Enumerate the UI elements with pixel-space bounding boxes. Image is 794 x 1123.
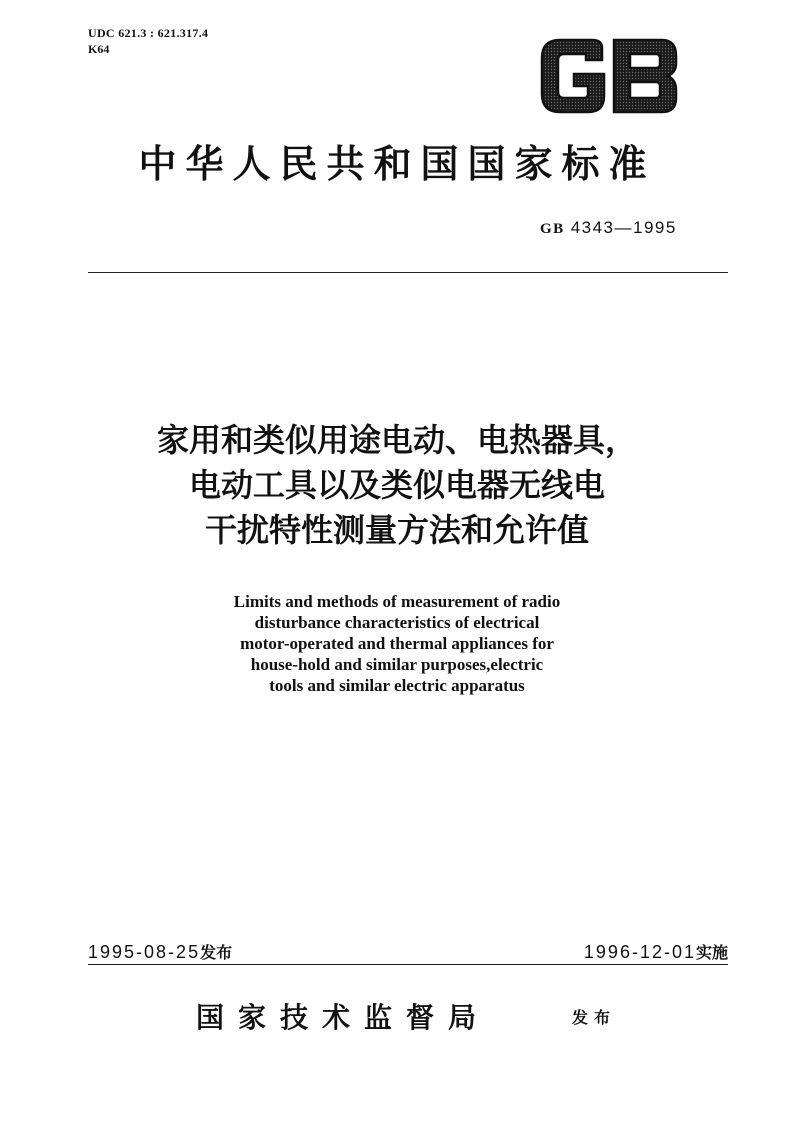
issue-date-suffix: 发布 [200,943,233,962]
issuer-action: 发布 [572,1008,617,1027]
standard-code-number: 4343—1995 [570,218,677,237]
issue-date [88,940,232,965]
chinese-title-line: 干扰特性测量方法和允许值 [204,511,589,549]
issuing-authority: 国家技术监督局 [196,1001,491,1034]
effective-date-suffix: 实施 [695,943,728,962]
gb-logo [538,38,680,114]
issue-date-value: 1995-08-25 [88,942,201,962]
english-title-line: house-hold and similar purposes,electric [250,655,544,674]
header-divider [88,272,728,273]
standard-title: 中华人民共和国国家标准 [138,141,656,186]
english-title-line: motor-operated and thermal appliances for [240,634,554,653]
standard-code-prefix: GB [540,221,565,237]
english-title-line: Limits and methods of measurement of radio [233,592,561,611]
standard-code [540,216,730,241]
chinese-title [0,418,794,553]
effective-date-value: 1996-12-01 [583,942,696,962]
english-title [0,591,794,696]
footer-divider [88,964,728,965]
chinese-title-line: 家用和类似用途电动、电热器具， [156,421,637,459]
chinese-title-line: 电动工具以及类似电器无线电 [188,466,605,504]
category-code: K64 [88,42,110,56]
udc-code: UDC 621.3 : 621.317.4 [88,26,209,40]
english-title-line: disturbance characteristics of electrical [254,613,540,632]
english-title-line: tools and similar electric apparatus [269,676,525,695]
effective-date [584,940,728,965]
